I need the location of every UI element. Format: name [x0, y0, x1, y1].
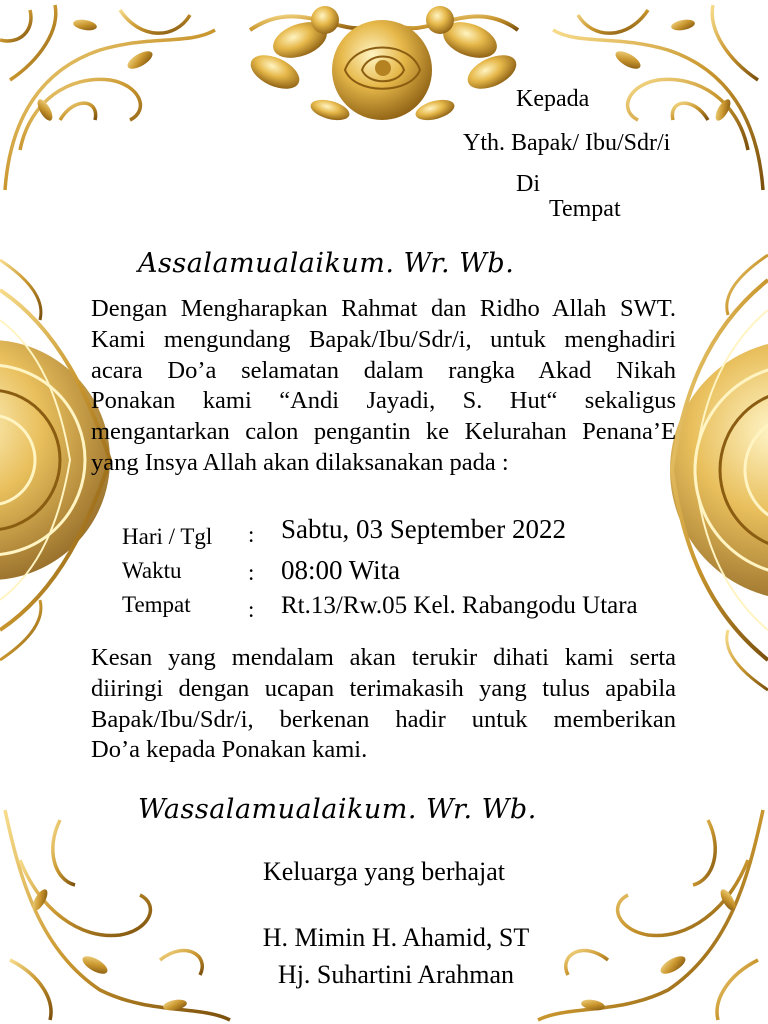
closing-line: Bapak/Ibu/Sdr/i, berkenan hadir untuk memberikan	[91, 705, 676, 733]
intro-line: mengantarkan calon pengantin ke Kelurahan Penana’E	[91, 418, 676, 446]
detail-colon: :	[248, 597, 255, 622]
signature-heading: Keluarga yang berhajat	[262, 857, 506, 886]
signature-name-1: H. Mimin H. Ahamid, ST	[262, 923, 530, 952]
detail-value-time: 08:00 Wita	[281, 555, 401, 585]
closing-line: Kesan yang mendalam akan terukir dihati kami serta	[91, 644, 676, 671]
address-to: Kepada	[516, 86, 590, 112]
detail-colon: :	[248, 560, 255, 585]
closing-line: Do’a kepada Ponakan kami.	[91, 736, 368, 764]
closing-paragraph	[91, 643, 676, 766]
intro-line: yang Insya Allah akan dilaksanakan pada :	[91, 448, 509, 476]
intro-paragraph	[91, 294, 676, 479]
closing-line: diiringi dengan ucapan terimakasih yang tulus apabila	[91, 674, 676, 702]
farewell: Wassalamualaikum. Wr. Wb.	[138, 794, 537, 825]
intro-line: Dengan Mengharapkan Rahmat dan Ridho Allah SWT.	[91, 295, 676, 322]
address-place: Tempat	[549, 196, 621, 222]
mandala-right-ornament	[670, 255, 768, 690]
intro-line: acara Do’a selamatan dalam rangka Akad Nikah	[91, 356, 676, 384]
intro-line: Kami mengundang Bapak/Ibu/Sdr/i, untuk menghadiri	[91, 325, 676, 353]
detail-label-date: Hari / Tgl	[122, 524, 213, 549]
signature-name-2: Hj. Suhartini Arahman	[277, 960, 515, 989]
detail-value-date: Sabtu, 03 September 2022	[281, 514, 566, 544]
address-recipient: Yth. Bapak/ Ibu/Sdr/i	[463, 130, 671, 156]
intro-line: Ponakan kami “Andi Jayadi, S. Hut“ sekaligus	[91, 387, 676, 415]
detail-label-time: Waktu	[122, 558, 182, 583]
corner-top-left-ornament	[0, 5, 215, 190]
rose-top-ornament	[246, 6, 522, 124]
greeting: Assalamualaikum. Wr. Wb.	[138, 248, 515, 279]
address-di: Di	[516, 171, 540, 197]
detail-label-place: Tempat	[122, 592, 191, 617]
detail-colon: :	[248, 522, 255, 547]
detail-value-place: Rt.13/Rw.05 Kel. Rabangodu Utara	[281, 592, 638, 619]
